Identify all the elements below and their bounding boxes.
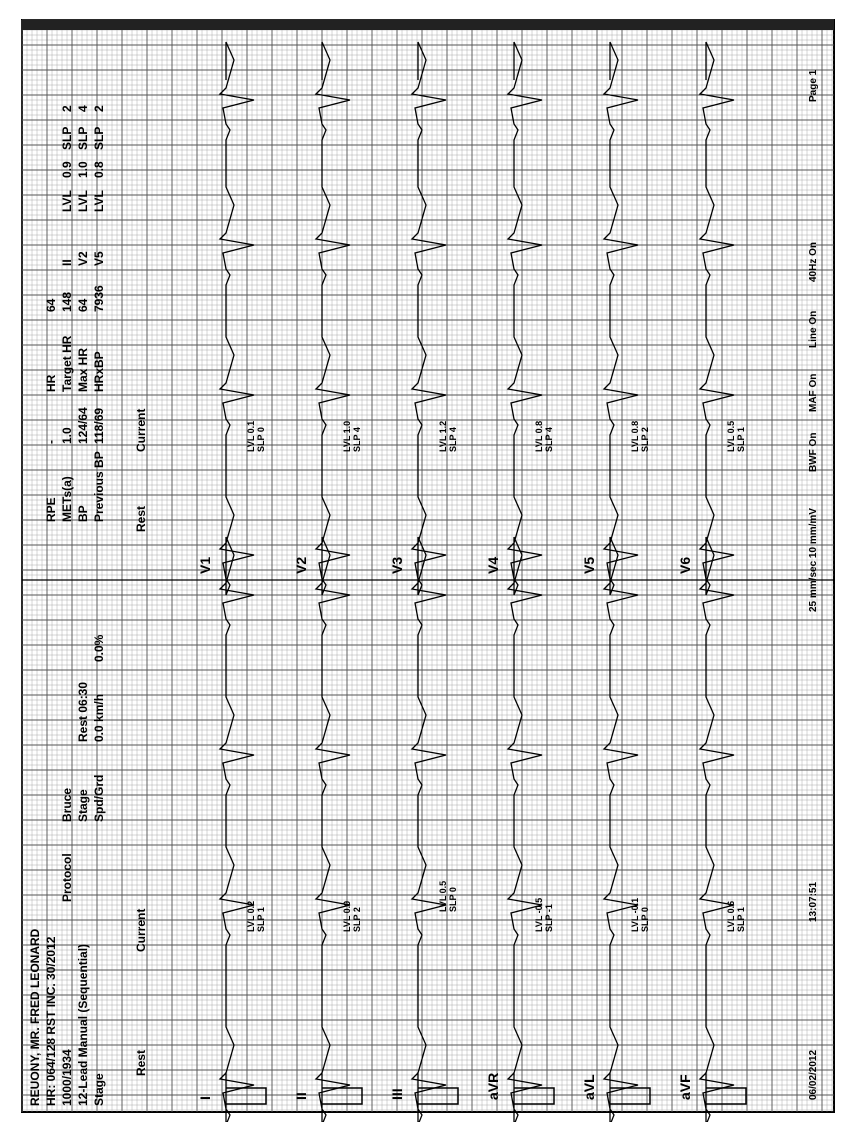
- st-measurement-II: LVL 0.9 SLP 2: [342, 900, 362, 932]
- st-summary-lvl-label: LVL: [92, 190, 106, 212]
- st-summary-lead: V5: [92, 251, 106, 266]
- patient-name: REUONY, MR. FRED LEONARD: [28, 928, 42, 1106]
- hrxbp-value: 7936: [92, 285, 106, 312]
- st-measurement-I: LVL 0.2 SLP 1: [246, 900, 266, 932]
- target-hr-value: 148: [60, 291, 74, 312]
- lead-label-V3: V3: [389, 556, 405, 574]
- footer-hz-filter: 40Hz On: [808, 241, 819, 282]
- rest-column-title-left: Rest: [134, 1049, 148, 1076]
- spd-grd-label: Spd/Grd: [92, 774, 106, 822]
- lead-label-V2: V2: [293, 556, 309, 574]
- st-summary-lead: V2: [76, 251, 90, 266]
- st-measurement-V6: LVL 0.5 SLP 1: [726, 420, 746, 452]
- mets-label: METs(a): [60, 476, 74, 522]
- lead-label-V5: V5: [581, 556, 597, 574]
- rpe-value: -: [44, 440, 58, 444]
- lead-label-V6: V6: [677, 556, 693, 574]
- target-hr-label: Target HR: [60, 335, 74, 392]
- hr-label: HR: [44, 374, 58, 392]
- current-column-title-right: Current: [134, 408, 148, 452]
- protocol-label: Protocol: [60, 853, 74, 902]
- st-measurement-III: LVL 0.5 SLP 0: [438, 880, 458, 912]
- lead-label-V4: V4: [485, 556, 501, 574]
- max-hr-label: Max HR: [76, 347, 90, 392]
- footer-time: 13:07:51: [808, 881, 819, 922]
- acquisition-mode: 12-Lead Manual (Sequential): [76, 943, 90, 1106]
- lead-label-II: II: [293, 1092, 309, 1100]
- st-measurement-aVF: LVL 0.6 SLP 1: [726, 900, 746, 932]
- patient-id: 1000/1934: [60, 1049, 74, 1106]
- st-measurement-V1: LVL 0.1 SLP 0: [246, 420, 266, 452]
- st-measurement-V2: LVL 1.0 SLP 4: [342, 420, 362, 452]
- st-summary-slp: 2: [92, 105, 106, 112]
- stage-left-label: Stage: [92, 1073, 106, 1106]
- bp-label: BP: [76, 505, 90, 522]
- max-hr-value: 64: [76, 298, 90, 312]
- rest-column-title-right: Rest: [134, 505, 148, 532]
- rpe-label: RPE: [44, 497, 58, 522]
- grade-value: 0.0%: [92, 634, 106, 662]
- st-summary-slp: 2: [60, 105, 74, 112]
- st-measurement-V3: LVL 1.2 SLP 4: [438, 420, 458, 452]
- footer-maf: MAF On: [808, 373, 819, 412]
- stage-label: Stage: [76, 789, 90, 822]
- footer-speed-gain: 25 mm/sec 10 mm/mV: [808, 508, 819, 612]
- lead-label-V1: V1: [197, 556, 213, 574]
- lead-label-I: I: [197, 1096, 213, 1100]
- st-summary-slp-label: SLP: [92, 126, 106, 150]
- current-column-title-left: Current: [134, 908, 148, 952]
- speed-value: 0.0 km/h: [92, 693, 106, 742]
- previous-bp-label: Previous BP: [92, 451, 106, 522]
- stage-value: Rest 06:30: [76, 681, 90, 742]
- st-summary-lvl: 0.9: [60, 161, 74, 178]
- st-summary-slp-label: SLP: [76, 126, 90, 150]
- mets-value: 1.0: [60, 427, 74, 444]
- st-summary-lvl-label: LVL: [76, 190, 90, 212]
- footer-bwf: BWF On: [808, 432, 819, 472]
- hrxbp-label: HRxBP: [92, 351, 106, 392]
- hr-line: HR: 064/128 RST INC. 30/2012: [44, 936, 58, 1106]
- rotated-report-text: [22, 20, 834, 1112]
- st-measurement-V4: LVL 0.8 SLP 4: [534, 420, 554, 452]
- footer-line-filter: Line On: [808, 310, 819, 348]
- st-summary-slp-label: SLP: [60, 126, 74, 150]
- footer-date: 06/02/2012: [808, 1049, 819, 1100]
- hr-value: 64: [44, 298, 58, 312]
- st-summary-slp: 4: [76, 105, 90, 112]
- lead-label-aVR: aVR: [485, 1072, 501, 1100]
- bp-value: 124/64: [76, 407, 90, 444]
- st-measurement-V5: LVL 0.8 SLP 2: [630, 420, 650, 452]
- previous-bp-value: 118/69: [92, 407, 106, 444]
- lead-label-III: III: [389, 1088, 405, 1100]
- footer-page: Page 1: [808, 69, 819, 102]
- lead-label-aVL: aVL: [581, 1074, 597, 1100]
- protocol-value: Bruce: [60, 787, 74, 822]
- st-summary-lvl-label: LVL: [60, 190, 74, 212]
- st-summary-lvl: 0.8: [92, 161, 106, 178]
- st-measurement-aVR: LVL -0.5 SLP -1: [534, 897, 554, 932]
- st-summary-lead: II: [60, 259, 74, 266]
- lead-label-aVF: aVF: [677, 1074, 693, 1100]
- st-measurement-aVL: LVL -0.1 SLP 0: [630, 897, 650, 932]
- st-summary-lvl: 1.0: [76, 161, 90, 178]
